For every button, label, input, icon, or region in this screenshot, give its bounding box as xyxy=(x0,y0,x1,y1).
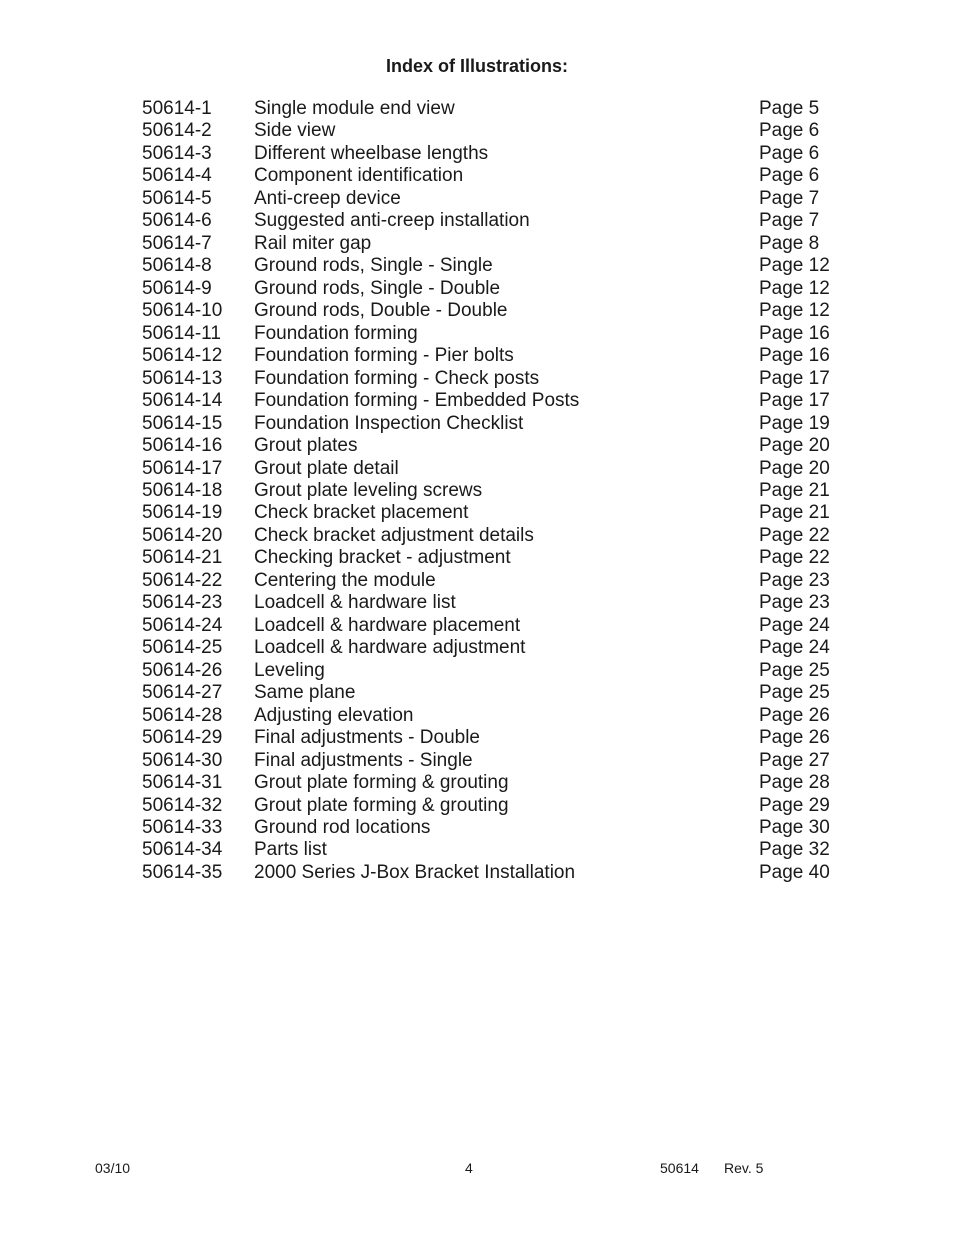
figure-number: 50614-28 xyxy=(142,704,223,726)
index-row xyxy=(142,795,842,817)
index-row xyxy=(142,637,842,659)
index-row xyxy=(142,188,842,210)
page-reference: Page 26 xyxy=(759,704,830,726)
page-reference: Page 6 xyxy=(759,142,820,164)
figure-description: Foundation forming xyxy=(254,322,418,344)
figure-number: 50614-20 xyxy=(142,524,223,546)
page-title: Index of Illustrations: xyxy=(385,56,568,76)
page-reference: Page 40 xyxy=(759,861,830,883)
figure-number: 50614-3 xyxy=(142,142,212,164)
figure-number: 50614-19 xyxy=(142,502,223,524)
figure-number: 50614-5 xyxy=(142,187,212,209)
page-reference: Page 20 xyxy=(759,457,830,479)
page-reference: Page 28 xyxy=(759,772,830,794)
footer-revision: Rev. 5 xyxy=(724,1160,764,1176)
page-reference: Page 6 xyxy=(759,120,820,142)
index-row xyxy=(142,458,842,480)
page-reference: Page 19 xyxy=(759,412,830,434)
figure-description: Adjusting elevation xyxy=(254,704,414,726)
figure-number: 50614-29 xyxy=(142,727,223,749)
page-reference: Page 24 xyxy=(759,637,830,659)
figure-description: Single module end view xyxy=(254,98,455,119)
figure-description: Centering the module xyxy=(254,569,436,591)
page-reference: Page 16 xyxy=(759,345,830,367)
index-row xyxy=(142,570,842,592)
footer-date: 03/10 xyxy=(95,1160,131,1176)
page-reference: Page 25 xyxy=(759,682,830,704)
figure-description: Check bracket placement xyxy=(254,502,469,524)
figure-number: 50614-16 xyxy=(142,435,223,457)
page-reference: Page 21 xyxy=(759,502,830,524)
figure-description: Final adjustments - Single xyxy=(254,749,473,771)
figure-description: Foundation forming - Pier bolts xyxy=(254,345,514,367)
figure-number: 50614-27 xyxy=(142,682,223,704)
figure-number: 50614-26 xyxy=(142,659,223,681)
figure-description: Checking bracket - adjustment xyxy=(254,547,511,569)
index-row xyxy=(142,413,842,435)
figure-number: 50614-22 xyxy=(142,569,223,591)
page-reference: Page 7 xyxy=(759,210,820,232)
index-row xyxy=(142,278,842,300)
figure-description: Loadcell & hardware placement xyxy=(254,614,521,636)
figure-description: Grout plate leveling screws xyxy=(254,479,483,501)
figure-number: 50614-35 xyxy=(142,861,223,883)
page-reference: Page 12 xyxy=(759,277,830,299)
index-row xyxy=(142,862,842,884)
page-reference: Page 21 xyxy=(759,479,830,501)
figure-number: 50614-1 xyxy=(142,98,212,119)
figure-number: 50614-33 xyxy=(142,817,223,838)
index-row xyxy=(142,255,842,277)
figure-number: 50614-31 xyxy=(142,772,223,794)
figure-number: 50614-23 xyxy=(142,592,223,614)
figure-description: Final adjustments - Double xyxy=(254,727,480,749)
index-row xyxy=(142,368,842,390)
page-reference: Page 17 xyxy=(759,367,830,389)
figure-description: Anti-creep device xyxy=(254,187,401,209)
footer-document-number: 50614 xyxy=(660,1160,699,1176)
index-row xyxy=(142,390,842,412)
figure-number: 50614-15 xyxy=(142,412,223,434)
index-row xyxy=(142,165,842,187)
page-reference: Page 23 xyxy=(759,569,830,591)
figure-description: Ground rods, Double - Double xyxy=(254,300,508,322)
figure-description: Foundation Inspection Checklist xyxy=(254,412,524,434)
figure-number: 50614-34 xyxy=(142,839,223,861)
index-row xyxy=(142,323,842,345)
page-reference: Page 25 xyxy=(759,659,830,681)
page-reference: Page 30 xyxy=(759,817,830,838)
index-row xyxy=(142,210,842,232)
page-reference: Page 12 xyxy=(759,300,830,322)
index-row xyxy=(142,143,842,165)
index-row xyxy=(142,705,842,727)
index-row xyxy=(142,502,842,524)
figure-description: Leveling xyxy=(254,659,325,681)
figure-number: 50614-17 xyxy=(142,457,223,479)
figure-number: 50614-2 xyxy=(142,120,212,142)
page-reference: Page 20 xyxy=(759,435,830,457)
figure-description: Check bracket adjustment details xyxy=(254,524,534,546)
figure-description: Side view xyxy=(254,120,336,142)
page-reference: Page 7 xyxy=(759,187,820,209)
figure-number: 50614-12 xyxy=(142,345,223,367)
page-reference: Page 23 xyxy=(759,592,830,614)
figure-description: Ground rods, Single - Double xyxy=(254,277,501,299)
figure-description: Grout plate forming & grouting xyxy=(254,794,509,816)
figure-description: Ground rod locations xyxy=(254,817,431,838)
figure-description: Grout plate forming & grouting xyxy=(254,772,509,794)
page-reference: Page 27 xyxy=(759,749,830,771)
page-reference: Page 16 xyxy=(759,322,830,344)
index-row xyxy=(142,839,842,861)
page-reference: Page 24 xyxy=(759,614,830,636)
page-reference: Page 26 xyxy=(759,727,830,749)
figure-number: 50614-9 xyxy=(142,277,212,299)
index-row xyxy=(142,300,842,322)
index-row xyxy=(142,98,842,120)
index-row xyxy=(142,592,842,614)
index-row xyxy=(142,345,842,367)
index-row xyxy=(142,772,842,794)
figure-description: Rail miter gap xyxy=(254,232,372,254)
figure-number: 50614-13 xyxy=(142,367,223,389)
figure-number: 50614-14 xyxy=(142,390,223,412)
page-reference: Page 12 xyxy=(759,255,830,277)
figure-description: 2000 Series J-Box Bracket Installation xyxy=(254,861,576,883)
index-row xyxy=(142,525,842,547)
index-row xyxy=(142,750,842,772)
figure-number: 50614-25 xyxy=(142,637,223,659)
figure-number: 50614-10 xyxy=(142,300,223,322)
figure-number: 50614-30 xyxy=(142,749,223,771)
figure-description: Different wheelbase lengths xyxy=(254,142,489,164)
figure-description: Grout plates xyxy=(254,435,358,457)
figure-number: 50614-24 xyxy=(142,614,223,636)
figure-description: Foundation forming - Embedded Posts xyxy=(254,390,580,412)
index-row xyxy=(142,547,842,569)
page-reference: Page 22 xyxy=(759,524,830,546)
illustration-index-list xyxy=(142,98,842,884)
figure-description: Suggested anti-creep installation xyxy=(254,210,530,232)
figure-description: Same plane xyxy=(254,682,356,704)
figure-description: Loadcell & hardware list xyxy=(254,592,456,614)
page-reference: Page 5 xyxy=(759,98,820,119)
figure-number: 50614-4 xyxy=(142,165,212,187)
index-row xyxy=(142,682,842,704)
page-reference: Page 22 xyxy=(759,547,830,569)
page-reference: Page 17 xyxy=(759,390,830,412)
footer-page-number: 4 xyxy=(465,1160,473,1176)
figure-description: Loadcell & hardware adjustment xyxy=(254,637,526,659)
page-reference: Page 32 xyxy=(759,839,830,861)
figure-number: 50614-32 xyxy=(142,794,223,816)
figure-description: Ground rods, Single - Single xyxy=(254,255,493,277)
index-row xyxy=(142,817,842,839)
figure-number: 50614-8 xyxy=(142,255,212,277)
figure-number: 50614-7 xyxy=(142,232,212,254)
index-row xyxy=(142,233,842,255)
figure-number: 50614-21 xyxy=(142,547,223,569)
figure-number: 50614-18 xyxy=(142,479,223,501)
index-row xyxy=(142,660,842,682)
index-row xyxy=(142,727,842,749)
index-row xyxy=(142,615,842,637)
figure-description: Parts list xyxy=(254,839,327,861)
page-reference: Page 6 xyxy=(759,165,820,187)
page-reference: Page 8 xyxy=(759,232,820,254)
index-row xyxy=(142,120,842,142)
figure-description: Grout plate detail xyxy=(254,457,399,479)
figure-number: 50614-11 xyxy=(142,322,221,344)
index-row xyxy=(142,480,842,502)
figure-number: 50614-6 xyxy=(142,210,212,232)
figure-description: Component identification xyxy=(254,165,464,187)
figure-description: Foundation forming - Check posts xyxy=(254,367,540,389)
index-row xyxy=(142,435,842,457)
page-reference: Page 29 xyxy=(759,794,830,816)
